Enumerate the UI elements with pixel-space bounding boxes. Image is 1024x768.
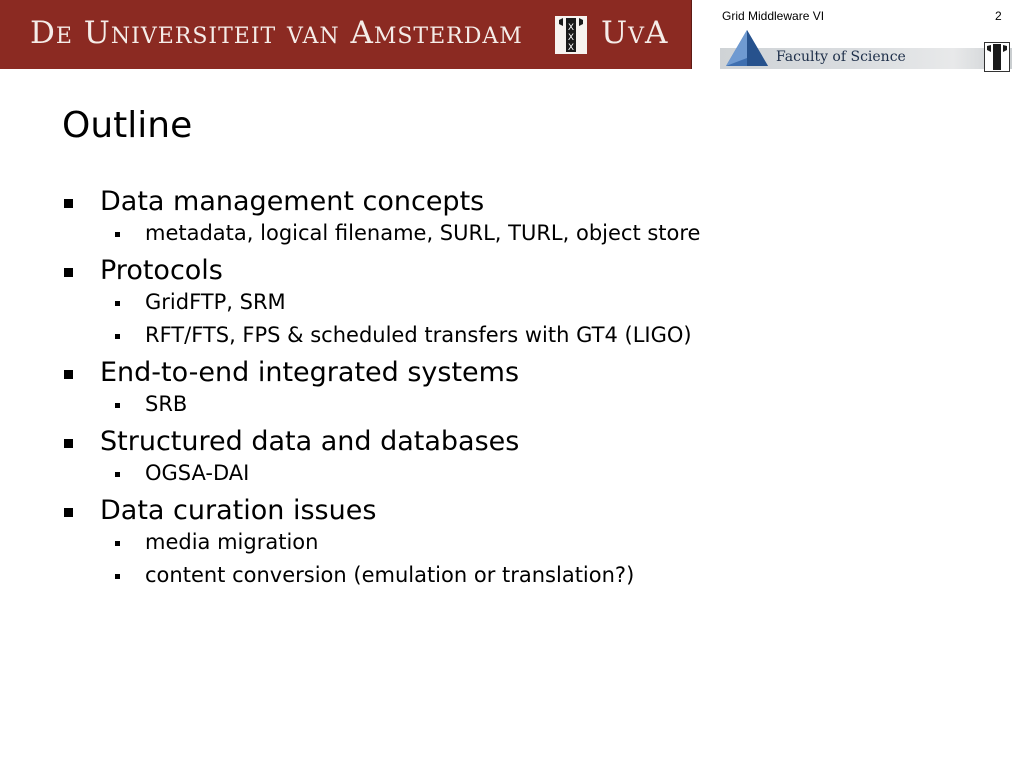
sub-item-label: media migration xyxy=(145,530,319,554)
university-banner xyxy=(0,0,692,69)
svg-text:X: X xyxy=(567,23,575,33)
small-bullet-icon xyxy=(115,232,120,237)
university-name: De Universiteit van Amsterdam xyxy=(30,15,523,51)
sub-item-label: OGSA-DAI xyxy=(145,461,250,485)
course-title: Grid Middleware VI xyxy=(722,9,825,23)
small-uva-shield-icon xyxy=(984,42,1010,72)
square-bullet-icon xyxy=(64,199,73,208)
small-bullet-icon xyxy=(115,334,120,339)
sub-item-label: SRB xyxy=(145,392,188,416)
sub-item-label: RFT/FTS, FPS & scheduled transfers with GT4 (LIGO) xyxy=(145,323,692,347)
square-bullet-icon xyxy=(64,439,73,448)
faculty-name: Faculty of Science xyxy=(776,49,906,65)
svg-text:X: X xyxy=(567,43,575,53)
small-bullet-icon xyxy=(115,541,120,546)
pyramid-icon xyxy=(724,28,770,70)
page-number: 2 xyxy=(995,9,1002,23)
small-bullet-icon xyxy=(115,574,120,579)
item-label: Data management concepts xyxy=(100,186,485,217)
square-bullet-icon xyxy=(64,268,73,277)
square-bullet-icon xyxy=(64,508,73,517)
svg-text:X: X xyxy=(567,33,575,43)
square-bullet-icon xyxy=(64,370,73,379)
faculty-logo-bar xyxy=(720,28,1012,70)
slide-title: Outline xyxy=(62,105,193,146)
item-label: Data curation issues xyxy=(100,495,377,526)
small-bullet-icon xyxy=(115,301,120,306)
sub-item-label: content conversion (emulation or translation?) xyxy=(145,563,635,587)
uva-shield-icon xyxy=(555,16,587,54)
small-bullet-icon xyxy=(115,403,120,408)
sub-item-label: metadata, logical filename, SURL, TURL, object store xyxy=(145,221,701,245)
university-abbreviation: UvA xyxy=(601,15,669,51)
item-label: End-to-end integrated systems xyxy=(100,357,520,388)
item-label: Structured data and databases xyxy=(100,426,520,457)
sub-item-label: GridFTP, SRM xyxy=(145,290,286,314)
item-label: Protocols xyxy=(100,255,223,286)
small-bullet-icon xyxy=(115,472,120,477)
